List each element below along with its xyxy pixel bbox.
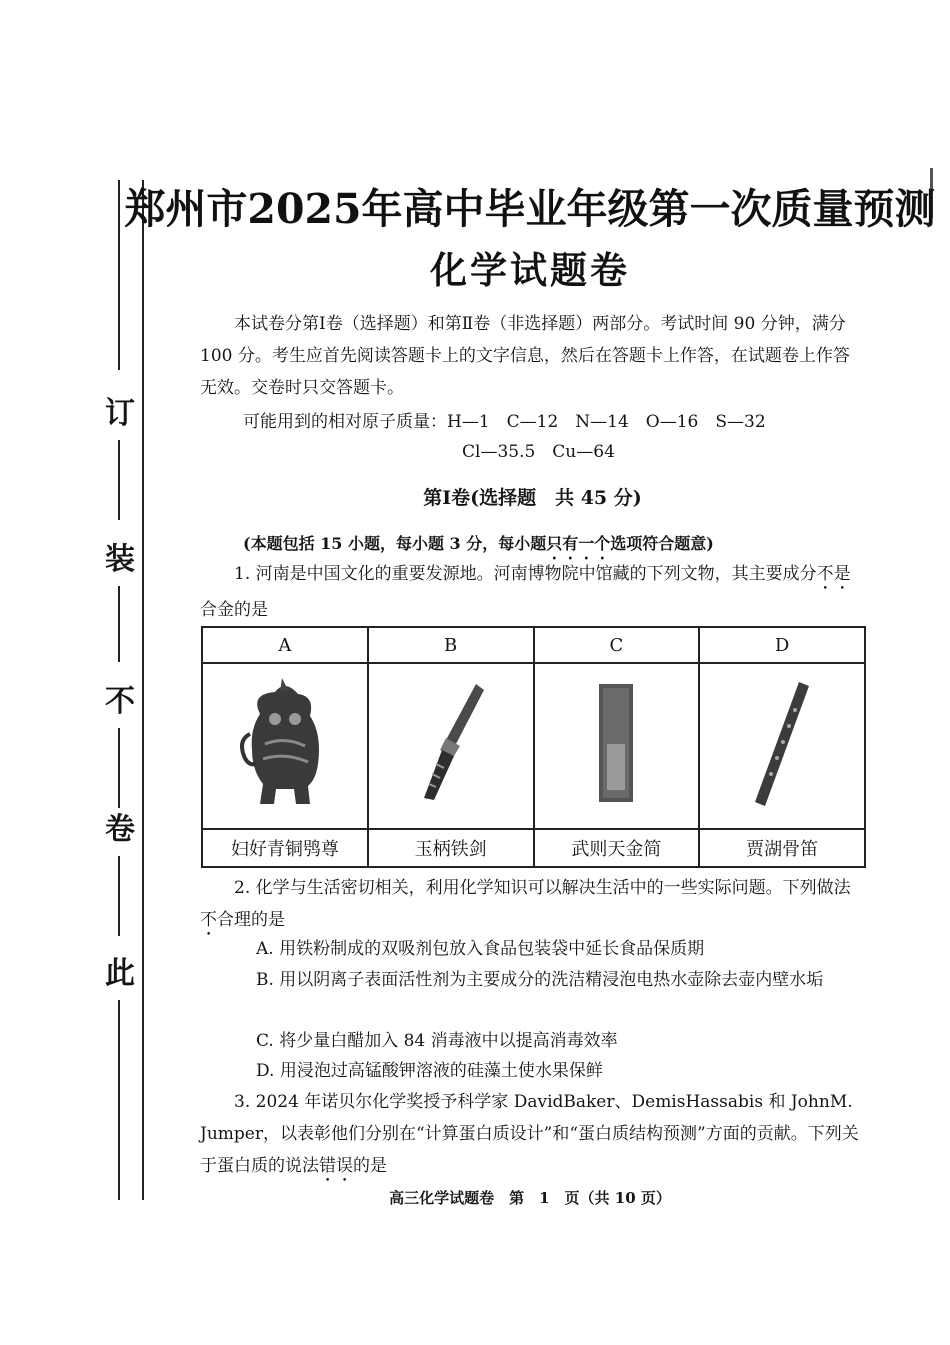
binding-char-0: 此 xyxy=(105,956,135,991)
artifact-image-d xyxy=(699,663,865,829)
atomic-masses-line-1: 可能用到的相对原子质量：H—1 C—12 N—14 O—16 S—32 xyxy=(243,412,766,432)
binding-line xyxy=(142,180,144,1200)
artifact-image-b xyxy=(368,663,534,829)
gold-slip-icon xyxy=(561,674,671,814)
binding-dash xyxy=(118,728,120,808)
page-footer: 高三化学试题卷 第 1 页（共 10 页） xyxy=(389,1189,671,1207)
artifact-name-d: 贾湖骨笛 xyxy=(699,829,865,867)
binding-char-2: 不 xyxy=(105,684,135,719)
binding-char-4: 订 xyxy=(105,396,135,431)
question-1-stem: 1. 河南是中国文化的重要发源地。河南博物院中馆藏的下列文物，其主要成分不是合金的是 xyxy=(200,564,851,620)
binding-dash xyxy=(118,1000,120,1200)
binding-dash xyxy=(118,440,120,520)
atomic-masses-line-2: Cl—35.5 Cu—64 xyxy=(462,442,615,462)
artifact-name-a: 妇好青铜鸮尊 xyxy=(202,829,368,867)
artifact-name-c: 武则天金简 xyxy=(534,829,700,867)
question-2-option-a: A. 用铁粉制成的双吸剂包放入食品包装袋中延长食品保质期 xyxy=(256,939,705,959)
question-2-option-d: D. 用浸泡过高锰酸钾溶液的硅藻土使水果保鲜 xyxy=(256,1061,603,1081)
exam-instructions: 本试卷分第Ⅰ卷（选择题）和第Ⅱ卷（非选择题）两部分。考试时间 90 分钟，满分 100 分。考生应首先阅读答题卡上的文字信息，然后在答题卡上作答，在试题卷上作答无效。交卷时只交答题卡。 xyxy=(200,314,850,398)
binding-dash xyxy=(118,856,120,936)
binding-dash xyxy=(118,586,120,662)
artifact-name-b: 玉柄铁剑 xyxy=(368,829,534,867)
emphasis-text: 不是 xyxy=(816,564,851,584)
question-3-stem: 3. 2024 年诺贝尔化学奖授予科学家 DavidBaker、DemisHassabis 和 JohnM. Jumper，以表彰他们分别在“计算蛋白质设计”和“蛋白质结构预测”方面的贡献。下列关于蛋白质的说法错误的是 xyxy=(200,1092,859,1176)
artifact-image-a xyxy=(202,663,368,829)
artifact-image-c xyxy=(534,663,700,829)
question-2-stem: 2. 化学与生活密切相关，利用化学知识可以解决生活中的一些实际问题。下列做法不合理的是 xyxy=(200,878,851,930)
exam-subtitle: 化学试题卷 xyxy=(430,248,630,292)
emphasis-text: 不 xyxy=(200,910,217,930)
exam-title: 郑州市2025年高中毕业年级第一次质量预测 xyxy=(124,185,936,233)
option-letter-d: D xyxy=(699,627,865,663)
section-instruction: (本题包括 15 小题，每小题 3 分，每小题只有一个选项符合题意) xyxy=(243,534,714,553)
option-letter-c: C xyxy=(534,627,700,663)
bone-flute-icon xyxy=(727,674,837,814)
binding-char-1: 卷 xyxy=(105,812,135,847)
question-2-option-b: B. 用以阴离子表面活性剂为主要成分的洗洁精浸泡电热水壶除去壶内壁水垢 xyxy=(256,970,824,990)
emphasis-text: 错误 xyxy=(319,1156,353,1176)
option-letter-a: A xyxy=(202,627,368,663)
section-heading: 第Ⅰ卷(选择题 共 45 分) xyxy=(423,487,642,509)
artifact-table xyxy=(201,626,866,868)
binding-char-3: 装 xyxy=(105,542,135,577)
option-letter-b: B xyxy=(368,627,534,663)
jade-handle-iron-sword-icon xyxy=(396,674,506,814)
question-2-option-c: C. 将少量白醋加入 84 消毒液中以提高消毒效率 xyxy=(256,1031,618,1051)
emphasis-text: 只有一个 xyxy=(546,534,611,553)
bronze-owl-vessel-icon xyxy=(230,674,340,814)
